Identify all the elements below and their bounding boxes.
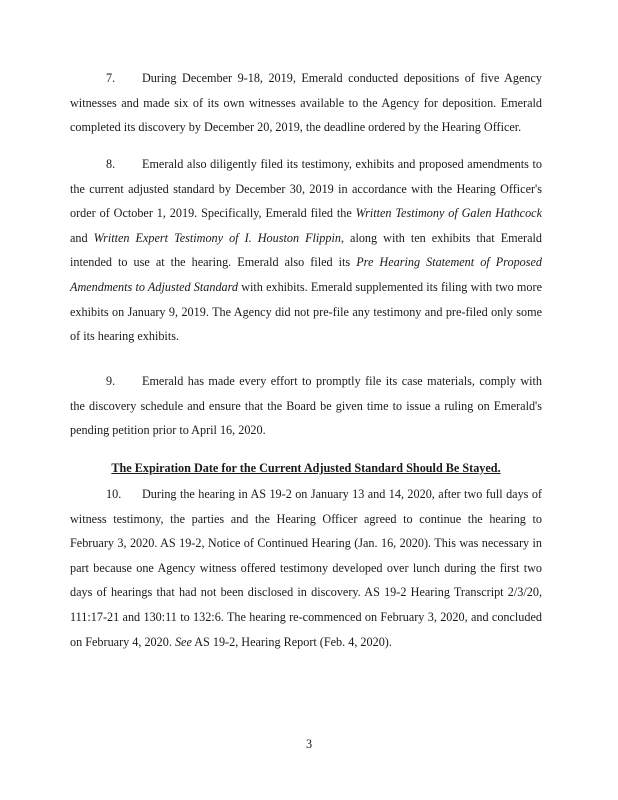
text-run: Emerald also diligently filed its testimony, exhibits and proposed amendments to the current adjusted standard by December 30, 2019 in accordance with the Hearing Officer's order of October 1, 2019. Specifically, Emerald filed the	[70, 157, 542, 221]
text-run: Emerald has made every effort to promptly file its case materials, comply with the discovery schedule and ensure that the Board be given time to issue a ruling on Emerald's pending petition prior to April 16, 2020.	[70, 374, 542, 438]
text-run: During the hearing in AS 19-2 on January 13 and 14, 2020, after two full days of witness testimony, the parties and the Hearing Officer agreed to continue the hearing to February 3, 2020. AS 19-2, Notice of Continued Hearing (Jan. 16, 2020). This was necessary in part because one Agency witness offered testimony developed over lunch during the first two days of hearings that had not been disclosed in discovery. AS 19-2 Hearing Transcript 2/3/20, 111:17-21 and 130:11 to 132:6. The hearing re-commenced on February 3, 2020, and concluded on February 4, 2020.	[70, 487, 542, 649]
paragraph-body	[70, 157, 542, 343]
text-run: with exhibits. Emerald supplemented its filing with two more exhibits on January 9, 2019. The Agency did not pre-file any testimony and pre-filed only some of its hearing exhibits.	[70, 279, 542, 344]
page-number: 3	[305, 737, 313, 751]
text-run: During December 9-18, 2019, Emerald conducted depositions of five Agency witnesses and made six of its own witnesses available to the Agency for deposition. Emerald completed its discovery by December 20, 2019, the deadline ordered by the Hearing Officer.	[70, 71, 542, 135]
italic-citation: Written Expert Testimony of I. Houston Flippin	[93, 230, 341, 245]
text-run: AS 19-2, Hearing Report (Feb. 4, 2020).	[191, 634, 392, 649]
paragraph-10	[70, 482, 542, 654]
italic-citation: Written Testimony of Galen Hathcock	[355, 206, 542, 221]
paragraph-number: 10.	[106, 487, 122, 501]
paragraph-number: 7.	[106, 71, 116, 85]
paragraph-body	[70, 487, 542, 649]
italic-citation: See	[174, 634, 192, 649]
text-run: and	[70, 230, 94, 245]
paragraph-8	[70, 152, 542, 349]
paragraph-number: 8.	[106, 157, 116, 171]
paragraph-9	[70, 369, 542, 443]
paragraph-7	[70, 66, 542, 140]
italic-citation: Pre Hearing Statement of Proposed Amendments to Adjusted Standard	[70, 255, 542, 294]
paragraph-number: 9.	[106, 374, 116, 388]
section-heading: The Expiration Date for the Current Adjusted Standard Should Be Stayed.	[111, 461, 501, 475]
text-run: , along with ten exhibits that Emerald intended to use at the hearing. Emerald also filed its	[70, 230, 542, 270]
